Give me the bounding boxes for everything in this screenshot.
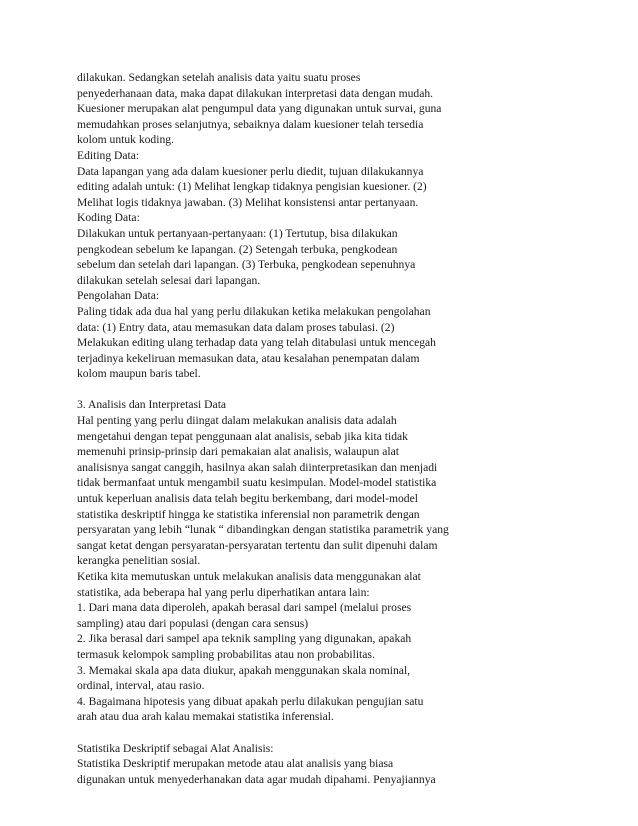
- paragraph-gap: [77, 725, 487, 741]
- text-line: Dilakukan untuk pertanyaan-pertanyaan: (1) Tertutup, bisa dilakukan: [77, 226, 398, 240]
- text-line: dilakukan setelah selesai dari lapangan.: [77, 273, 261, 287]
- text-line: Editing Data:: [77, 148, 140, 162]
- paragraph-block-3: [77, 741, 487, 788]
- text-line: sebelum dan setelah dari lapangan. (3) Terbuka, pengkodean sepenuhnya: [77, 258, 416, 272]
- text-line: dilakukan. Sedangkan setelah analisis data yaitu suatu proses: [77, 71, 361, 84]
- text-line: Paling tidak ada dua hal yang perlu dilakukan ketika melakukan pengolahan: [77, 304, 431, 318]
- text-line: kolom maupun baris tabel.: [77, 367, 201, 381]
- text-line: sangat ketat dengan persyaratan-persyaratan tertentu dan sulit dipenuhi dalam: [77, 538, 438, 552]
- text-line: kolom untuk koding.: [77, 133, 174, 147]
- text-line: pengkodean sebelum ke lapangan. (2) Setengah terbuka, pengkodean: [77, 242, 398, 256]
- text-line: data: (1) Entry data, atau memasukan data dalam proses tabulasi. (2): [77, 320, 395, 334]
- text-line: Kuesioner merupakan alat pengumpul data yang digunakan untuk survai, guna: [77, 102, 442, 116]
- text-line: kerangka penelitian sosial.: [77, 554, 201, 568]
- text-line: Hal penting yang perlu diingat dalam melakukan analisis data adalah: [77, 414, 397, 428]
- text-line: 2. Jika berasal dari sampel apa teknik sampling yang digunakan, apakah: [77, 632, 412, 646]
- document-text: [77, 70, 487, 787]
- text-line: Melihat logis tidaknya jawaban. (3) Melihat konsistensi antar pertanyaan.: [77, 195, 419, 209]
- text-line: memudahkan proses selanjutnya, sebaiknya dalam kuesioner telah tersedia: [77, 117, 424, 131]
- paragraph-block-1: [77, 70, 487, 382]
- text-line: tidak bermanfaat untuk mengambil suatu kesimpulan. Model-model statistika: [77, 476, 437, 490]
- paragraph-gap: [77, 382, 487, 398]
- paragraph-block-2: [77, 397, 487, 724]
- text-line: analisisnya sangat canggih, hasilnya akan salah diinterpretasikan dan menjadi: [77, 460, 438, 474]
- text-line: Koding Data:: [77, 211, 140, 225]
- text-line: arah atau dua arah kalau memakai statistika inferensial.: [77, 710, 334, 724]
- text-line: Data lapangan yang ada dalam kuesioner perlu diedit, tujuan dilakukannya: [77, 164, 424, 178]
- text-line: editing adalah untuk: (1) Melihat lengkap tidaknya pengisian kuesioner. (2): [77, 180, 427, 194]
- text-line: 4. Bagaimana hipotesis yang dibuat apakah perlu dilakukan pengujian satu: [77, 694, 424, 708]
- text-line: digunakan untuk menyederhanakan data agar mudah dipahami. Penyajiannya: [77, 772, 436, 786]
- text-line: memenuhi prinsip-prinsip dari pemakaian alat analisis, walaupun alat: [77, 445, 399, 459]
- text-line: sampling) atau dari populasi (dengan cara sensus): [77, 616, 309, 630]
- text-line: penyederhanaan data, maka dapat dilakukan interpretasi data dengan mudah.: [77, 86, 434, 100]
- text-line: Melakukan editing ulang terhadap data yang telah ditabulasi untuk mencegah: [77, 336, 436, 350]
- text-line: Pengolahan Data:: [77, 289, 160, 303]
- text-line: Statistika Deskriptif merupakan metode atau alat analisis yang biasa: [77, 757, 394, 771]
- text-line: terjadinya kekeliruan memasukan data, atau kesalahan penempatan dalam: [77, 351, 420, 365]
- text-line: Statistika Deskriptif sebagai Alat Analisis:: [77, 741, 274, 755]
- text-line: persyaratan yang lebih “lunak “ dibandingkan dengan statistika parametrik yang: [77, 523, 449, 537]
- text-line: 3. Analisis dan Interpretasi Data: [77, 398, 227, 412]
- text-line: 3. Memakai skala apa data diukur, apakah menggunakan skala nominal,: [77, 663, 411, 677]
- text-line: statistika deskriptif hingga ke statistika inferensial non parametrik dengan: [77, 507, 420, 521]
- text-line: ordinal, interval, atau rasio.: [77, 679, 205, 693]
- text-line: termasuk kelompok sampling probabilitas atau non probabilitas.: [77, 647, 375, 661]
- text-line: statistika, ada beberapa hal yang perlu diperhatikan antara lain:: [77, 585, 370, 599]
- text-line: Ketika kita memutuskan untuk melakukan analisis data menggunakan alat: [77, 570, 421, 583]
- text-line: mengetahui dengan tepat penggunaan alat analisis, sebab jika kita tidak: [77, 429, 408, 443]
- text-line: untuk keperluan analisis data telah begitu berkembang, dari model-model: [77, 492, 418, 506]
- text-line: 1. Dari mana data diperoleh, apakah berasal dari sampel (melalui proses: [77, 601, 412, 615]
